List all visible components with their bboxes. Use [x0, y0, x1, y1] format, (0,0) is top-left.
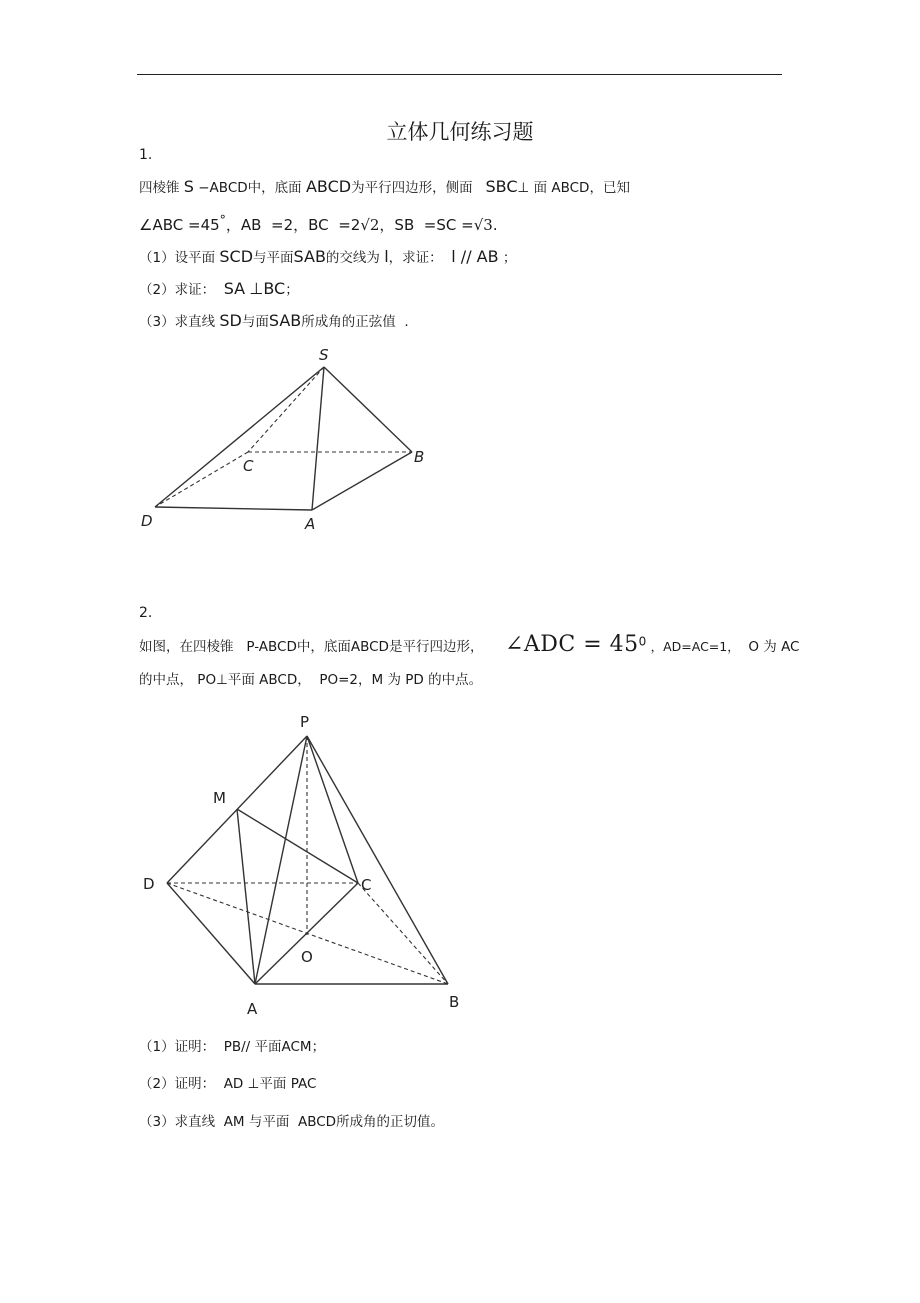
text: PB// — [223, 1039, 251, 1055]
text: 与面 — [241, 314, 269, 330]
text: . — [492, 216, 498, 234]
figure-1-svg — [130, 340, 440, 540]
text: 如图，在四棱锥 — [139, 639, 234, 655]
text: ∠ABC — [139, 216, 184, 234]
problem-2-statement-line-1 — [139, 632, 800, 657]
text: PO — [197, 672, 217, 688]
problem-1-statement-line-2 — [139, 212, 498, 235]
edge-CB-hidden — [358, 883, 448, 984]
text: 中，底面 — [247, 180, 302, 196]
text: = — [461, 216, 474, 234]
text: 所成角的正切值。 — [336, 1114, 445, 1130]
edge-DA — [167, 883, 255, 984]
text: SA — [223, 279, 246, 298]
text: P-ABCD — [246, 639, 297, 655]
text: ，AD=AC=1， — [650, 639, 740, 654]
text: 为 — [387, 672, 401, 688]
edge-PA — [255, 736, 307, 984]
text: （3）求直线 — [139, 1114, 216, 1130]
edge-SC-hidden — [248, 367, 324, 452]
problem-2-number: 2. — [139, 605, 153, 621]
text: AD — [223, 1076, 244, 1092]
text: ； — [311, 1039, 326, 1055]
text: （2）求证： — [139, 282, 216, 298]
text: SD — [219, 311, 242, 330]
edge-SD — [155, 367, 324, 507]
text: ，AB — [225, 216, 262, 234]
text: l // AB — [451, 247, 499, 266]
edge-MA — [237, 809, 255, 984]
text: PO=2，M — [319, 672, 384, 688]
text: 为 — [763, 639, 777, 655]
text: =45 — [188, 216, 220, 234]
text: 与平面 — [253, 250, 294, 266]
text: 中，底面 — [296, 639, 351, 655]
label-A: A — [305, 515, 316, 533]
label-M: M — [213, 789, 226, 807]
text: 平面 — [259, 1076, 287, 1092]
edge-SA — [312, 367, 324, 510]
text: ，SB — [379, 216, 415, 234]
label-D: D — [141, 512, 153, 530]
text: l — [384, 247, 389, 266]
text: ，求证： — [388, 250, 443, 266]
problem-2-statement-line-2 — [139, 668, 482, 688]
text: SAB — [293, 247, 326, 266]
text: 平面 — [227, 672, 255, 688]
problem-1-question-2 — [139, 278, 299, 298]
sqrt-3: √3 — [473, 216, 493, 234]
text: 是平行四边形， — [388, 639, 484, 655]
text: 面 — [533, 180, 548, 196]
text: =2 — [338, 216, 361, 234]
text: ABCD — [297, 1114, 337, 1130]
angle-ADC-45: ∠ADC = 45 — [504, 632, 639, 657]
text: . — [404, 314, 409, 330]
degree-superscript: 0 — [638, 634, 647, 649]
text: （1）证明： — [139, 1039, 216, 1055]
edge-DA — [155, 507, 312, 510]
problem-1-statement-line-1 — [139, 176, 630, 196]
label-A: A — [247, 1000, 258, 1018]
text: （1）设平面 — [139, 250, 216, 266]
text: 的中点， — [139, 672, 193, 688]
label-S: S — [319, 346, 329, 364]
sqrt-2: √2 — [360, 216, 380, 234]
header-rule — [137, 74, 782, 75]
text: ，已知 — [589, 180, 630, 196]
text: SAB — [268, 311, 302, 330]
text: ⊥BC — [249, 279, 286, 298]
text: =SC — [423, 216, 457, 234]
problem-1-question-1 — [139, 246, 516, 266]
text: PAC — [290, 1076, 317, 1092]
perpendicular-symbol: ⊥ — [517, 180, 530, 196]
problem-1-question-3 — [139, 310, 409, 330]
perpendicular-symbol: ⊥ — [247, 1076, 260, 1092]
text: ABCD， — [259, 672, 311, 688]
text: ABCD — [551, 180, 590, 196]
label-B: B — [414, 448, 425, 466]
page-title: 立体几何练习题 — [386, 120, 534, 144]
text: ； — [285, 282, 299, 298]
degree-symbol: ° — [219, 212, 226, 227]
edge-CD-hidden — [155, 452, 248, 507]
text: =2，BC — [271, 216, 329, 234]
label-B: B — [449, 993, 460, 1011]
text: 为平行四边形，侧面 — [351, 180, 473, 196]
text: ACM — [281, 1039, 312, 1055]
text: −ABCD — [198, 180, 248, 196]
edge-SB — [324, 367, 412, 452]
problem-2-question-3 — [139, 1110, 444, 1130]
text: 的交线为 — [325, 250, 380, 266]
edge-PB — [307, 736, 448, 984]
problem-2-question-2 — [139, 1072, 316, 1092]
text: O — [748, 639, 759, 655]
edge-MC — [237, 809, 358, 883]
figure-2-pyramid — [135, 705, 475, 1029]
text: AM — [223, 1114, 245, 1130]
label-O: O — [301, 948, 313, 966]
text: ABCD — [350, 639, 389, 655]
problem-2-question-1 — [139, 1035, 325, 1055]
text: SBC — [485, 177, 518, 196]
text: SCD — [219, 247, 254, 266]
text: AC — [781, 639, 800, 655]
text: （2）证明： — [139, 1076, 216, 1092]
text: 平面 — [254, 1039, 282, 1055]
text: 的中点。 — [428, 672, 483, 688]
label-P: P — [300, 713, 310, 731]
edge-PC — [307, 736, 358, 883]
text: PD — [405, 672, 424, 688]
problem-1-number: 1. — [139, 147, 153, 163]
figure-1-pyramid — [130, 340, 440, 544]
label-D: D — [143, 875, 155, 893]
text: ABCD — [305, 177, 352, 196]
perpendicular-symbol: ⊥ — [216, 672, 228, 688]
figure-2-svg — [135, 705, 475, 1025]
label-C: C — [361, 876, 372, 894]
text: （3）求直线 — [139, 314, 216, 330]
edge-AB — [312, 452, 412, 510]
text: 与平面 — [248, 1114, 290, 1130]
text: 四棱锥 — [139, 180, 180, 196]
text: S — [183, 177, 194, 196]
text: 所成角的正弦值 — [301, 314, 396, 330]
label-C: C — [243, 457, 254, 475]
text: ； — [502, 250, 517, 266]
